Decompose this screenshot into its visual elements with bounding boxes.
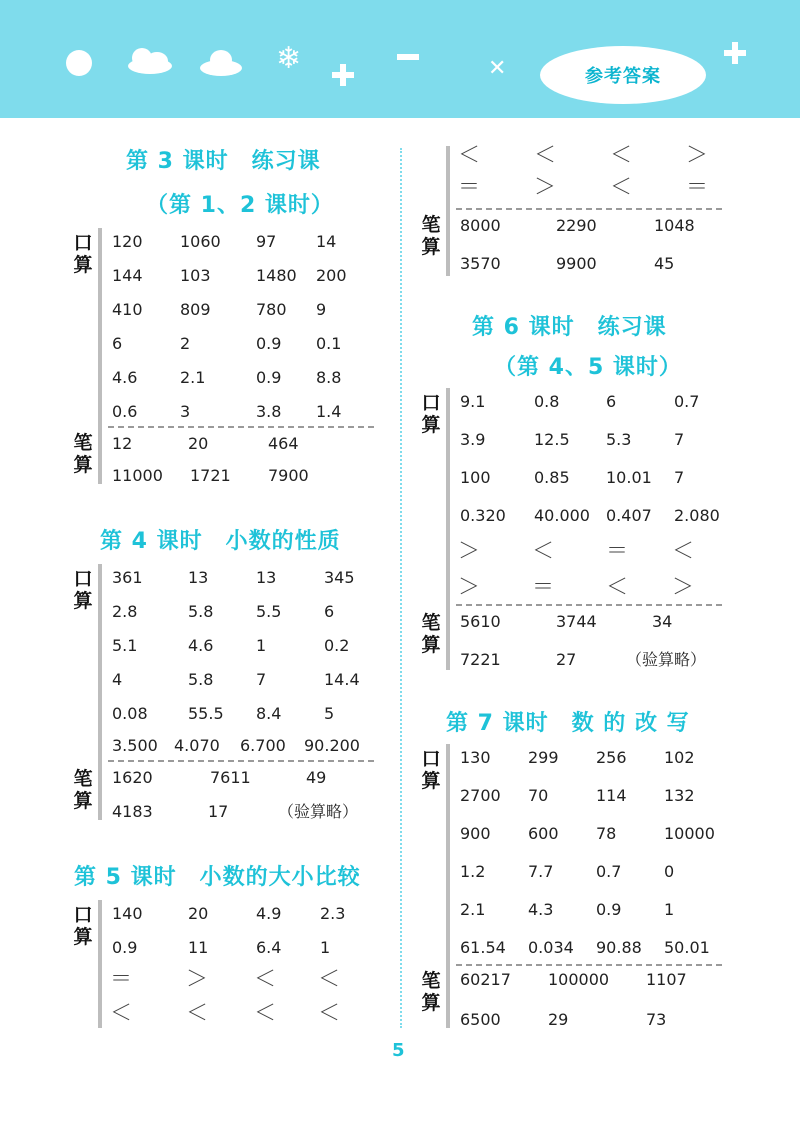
bisuan-label-bottom: 算	[421, 236, 441, 258]
snowflake-icon: ❄	[276, 41, 302, 76]
answer: 78	[596, 824, 617, 843]
bisuan-label-bottom: 算	[73, 454, 93, 476]
section-bar	[98, 564, 102, 820]
dashed-separator	[456, 208, 722, 210]
answer: 4.070	[174, 736, 220, 755]
answer: 1721	[190, 466, 231, 485]
answer: 7	[256, 670, 267, 689]
answer: 809	[180, 300, 211, 319]
kousuan-label-top: 口	[421, 748, 441, 770]
answer: 7611	[210, 768, 251, 787]
kousuan-label-bottom: 算	[73, 590, 93, 612]
answer: 6	[112, 334, 123, 353]
compare-symbol: ＜	[186, 1001, 209, 1026]
answer: 13	[256, 568, 277, 587]
compare-symbol: ＞	[672, 575, 695, 600]
answer: 361	[112, 568, 143, 587]
answer: 600	[528, 824, 559, 843]
answer: 97	[256, 232, 277, 251]
compare-symbol: ＝	[532, 575, 555, 600]
answer: 0.1	[316, 334, 342, 353]
answer: 0.034	[528, 938, 574, 957]
answer: 4.6	[188, 636, 214, 655]
compare-symbol: ＝	[458, 175, 481, 200]
answer: 4183	[112, 802, 153, 821]
answer: 8.4	[256, 704, 282, 723]
bisuan-label-top: 笔	[73, 768, 93, 790]
section-title: 第 6 课时 练习课	[472, 315, 667, 340]
compare-symbol: ＜	[672, 539, 695, 564]
answer: 900	[460, 824, 491, 843]
bisuan-label-top: 笔	[421, 612, 441, 634]
answer: 14	[316, 232, 337, 251]
answer: 3744	[556, 612, 597, 631]
answer-badge: 参考答案	[540, 46, 706, 104]
answer: 6.4	[256, 938, 282, 957]
answer: 4.3	[528, 900, 554, 919]
answer: 1	[664, 900, 675, 919]
compare-symbol: ＞	[186, 967, 209, 992]
kousuan-label-top: 口	[73, 904, 93, 926]
answer: 2.080	[674, 506, 720, 525]
compare-symbol: ＝	[606, 539, 629, 564]
cloud-sun-icon	[128, 46, 174, 74]
answer: 9	[316, 300, 327, 319]
answer: 0.9	[256, 334, 282, 353]
answer: （验算略）	[626, 650, 707, 669]
answer: 102	[664, 748, 695, 767]
plus-icon	[724, 42, 746, 64]
answer: 7	[674, 430, 685, 449]
answer: 100000	[548, 970, 610, 989]
answer: 780	[256, 300, 287, 319]
section-subtitle: （第 1、2 课时）	[146, 193, 334, 218]
answer: 2290	[556, 216, 597, 235]
bisuan-label-top: 笔	[73, 432, 93, 454]
answer: 11	[188, 938, 209, 957]
answer: 73	[646, 1010, 667, 1029]
compare-symbol: ＞	[686, 143, 709, 168]
answer: 144	[112, 266, 143, 285]
compare-symbol: ＝	[110, 967, 133, 992]
answer: 6.700	[240, 736, 286, 755]
answer: 5.8	[188, 602, 214, 621]
answer: 299	[528, 748, 559, 767]
section-bar	[446, 146, 450, 276]
times-icon: ✕	[488, 56, 507, 81]
answer: 2.1	[180, 368, 206, 387]
compare-symbol: ＜	[534, 143, 557, 168]
answer: 29	[548, 1010, 569, 1029]
compare-symbol: ＜	[318, 1001, 341, 1026]
section-bar	[446, 388, 450, 670]
cloud-rain-icon	[200, 50, 246, 78]
answer: 2.1	[460, 900, 486, 919]
answer: 8000	[460, 216, 501, 235]
answer: 0.6	[112, 402, 138, 421]
answer: 2.8	[112, 602, 138, 621]
dashed-separator	[456, 604, 722, 606]
section-subtitle: （第 4、5 课时）	[494, 355, 682, 380]
answer: 45	[654, 254, 675, 273]
answer: 3.9	[460, 430, 486, 449]
compare-symbol: ＝	[686, 175, 709, 200]
answer: 20	[188, 904, 209, 923]
answer: 1	[256, 636, 267, 655]
kousuan-label-bottom: 算	[421, 770, 441, 792]
answer: 1.4	[316, 402, 342, 421]
answer: 200	[316, 266, 347, 285]
answer: 7221	[460, 650, 501, 669]
answer: 2700	[460, 786, 501, 805]
answer: 34	[652, 612, 673, 631]
section-title: 第 3 课时 练习课	[126, 149, 321, 174]
answer: 130	[460, 748, 491, 767]
answer: 50.01	[664, 938, 710, 957]
answer: 27	[556, 650, 577, 669]
minus-icon	[397, 54, 419, 60]
answer: 140	[112, 904, 143, 923]
sun-icon	[66, 50, 92, 76]
compare-symbol: ＜	[110, 1001, 133, 1026]
answer: 345	[324, 568, 355, 587]
answer: 103	[180, 266, 211, 285]
answer: 120	[112, 232, 143, 251]
answer: 61.54	[460, 938, 506, 957]
compare-symbol: ＜	[458, 143, 481, 168]
answer: 1048	[654, 216, 695, 235]
answer: 9900	[556, 254, 597, 273]
answer: 410	[112, 300, 143, 319]
answer: 5610	[460, 612, 501, 631]
answer: 11000	[112, 466, 163, 485]
answer: 6	[324, 602, 335, 621]
answer: 0.9	[112, 938, 138, 957]
answer: 0.85	[534, 468, 570, 487]
answer: 1620	[112, 768, 153, 787]
answer: 5.8	[188, 670, 214, 689]
answer: 0.9	[256, 368, 282, 387]
answer: 0.8	[534, 392, 560, 411]
answer: 0.2	[324, 636, 350, 655]
answer: 1.2	[460, 862, 486, 881]
compare-symbol: ＜	[254, 1001, 277, 1026]
compare-symbol: ＜	[532, 539, 555, 564]
answer: 132	[664, 786, 695, 805]
answer: 2	[180, 334, 191, 353]
answer: 3.500	[112, 736, 158, 755]
section-title: 第 4 课时 小数的性质	[100, 529, 341, 554]
compare-symbol: ＞	[534, 175, 557, 200]
section-bar	[98, 228, 102, 484]
answer: 90.88	[596, 938, 642, 957]
header-band	[0, 0, 800, 118]
answer: 5.1	[112, 636, 138, 655]
compare-symbol: ＞	[458, 539, 481, 564]
compare-symbol: ＜	[254, 967, 277, 992]
compare-symbol: ＜	[610, 143, 633, 168]
answer: 7900	[268, 466, 309, 485]
compare-symbol: ＜	[606, 575, 629, 600]
answer: 0.08	[112, 704, 148, 723]
answer: 1107	[646, 970, 687, 989]
answer: 5.3	[606, 430, 632, 449]
answer: 55.5	[188, 704, 224, 723]
answer: 100	[460, 468, 491, 487]
answer: 6500	[460, 1010, 501, 1029]
kousuan-label-bottom: 算	[73, 254, 93, 276]
answer: 14.4	[324, 670, 360, 689]
kousuan-label-top: 口	[73, 568, 93, 590]
answer: 1480	[256, 266, 297, 285]
answer: 0.407	[606, 506, 652, 525]
answer: 3570	[460, 254, 501, 273]
answer: 5.5	[256, 602, 282, 621]
answer: 17	[208, 802, 229, 821]
answer: 0	[664, 862, 675, 881]
answer: 2.3	[320, 904, 346, 923]
answer: 60217	[460, 970, 511, 989]
answer: 8.8	[316, 368, 342, 387]
bisuan-label-bottom: 算	[421, 634, 441, 656]
kousuan-label-top: 口	[421, 392, 441, 414]
answer: （验算略）	[278, 802, 359, 821]
answer: 13	[188, 568, 209, 587]
answer: 0.7	[674, 392, 700, 411]
bisuan-label-top: 笔	[421, 970, 441, 992]
answer: 12	[112, 434, 133, 453]
column-divider	[400, 148, 402, 1028]
bisuan-label-bottom: 算	[73, 790, 93, 812]
answer: 6	[606, 392, 617, 411]
kousuan-label-bottom: 算	[73, 926, 93, 948]
dashed-separator	[108, 760, 374, 762]
answer: 3.8	[256, 402, 282, 421]
answer: 3	[180, 402, 191, 421]
answer: 10.01	[606, 468, 652, 487]
answer: 7	[674, 468, 685, 487]
section-title: 第 5 课时 小数的大小比较	[74, 865, 361, 890]
answer: 12.5	[534, 430, 570, 449]
answer: 10000	[664, 824, 715, 843]
dashed-separator	[108, 426, 374, 428]
kousuan-label-bottom: 算	[421, 414, 441, 436]
answer: 0.7	[596, 862, 622, 881]
dashed-separator	[456, 964, 722, 966]
answer: 4.6	[112, 368, 138, 387]
answer: 5	[324, 704, 335, 723]
answer: 4.9	[256, 904, 282, 923]
section-bar	[98, 900, 102, 1028]
answer: 1	[320, 938, 331, 957]
answer: 464	[268, 434, 299, 453]
answer: 7.7	[528, 862, 554, 881]
section-title: 第 7 课时 数 的 改 写	[446, 711, 690, 736]
compare-symbol: ＞	[458, 575, 481, 600]
page-number: 5	[392, 1040, 405, 1061]
bisuan-label-bottom: 算	[421, 992, 441, 1014]
answer: 20	[188, 434, 209, 453]
answer: 4	[112, 670, 123, 689]
answer: 40.000	[534, 506, 590, 525]
section-bar	[446, 744, 450, 1028]
compare-symbol: ＜	[318, 967, 341, 992]
answer: 1060	[180, 232, 221, 251]
answer: 256	[596, 748, 627, 767]
answer: 49	[306, 768, 327, 787]
answer: 0.9	[596, 900, 622, 919]
bisuan-label-top: 笔	[421, 214, 441, 236]
compare-symbol: ＜	[610, 175, 633, 200]
answer: 90.200	[304, 736, 360, 755]
answer: 70	[528, 786, 549, 805]
answer: 114	[596, 786, 627, 805]
plus-icon	[332, 64, 354, 86]
kousuan-label-top: 口	[73, 232, 93, 254]
answer: 9.1	[460, 392, 486, 411]
answer: 0.320	[460, 506, 506, 525]
